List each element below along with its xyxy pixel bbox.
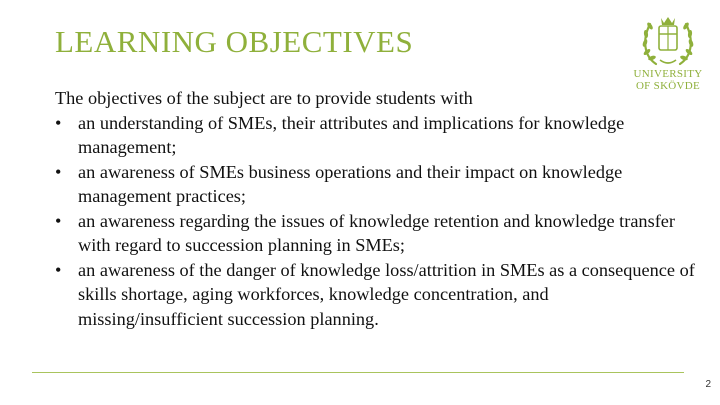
objective-text: an awareness regarding the issues of knowledge retention and knowledge transfer with regard to succession planning in SMEs; [78,210,675,255]
bullet-icon: • [55,210,62,231]
bullet-icon: • [55,112,62,133]
logo-text-line2: OF SKÖVDE [635,80,701,92]
bullet-icon: • [55,259,62,280]
university-logo [624,12,712,96]
objective-item [55,160,695,209]
objective-item [55,258,695,332]
laurel-crest-icon [638,12,698,70]
slide-title: LEARNING OBJECTIVES [55,24,414,59]
objective-text: an understanding of SMEs, their attributes and implications for knowledge management; [78,112,625,157]
slide-body [55,86,695,331]
intro-text: The objectives of the subject are to provide students with [55,88,473,108]
objectives-list [55,111,695,332]
page-number: 2 [705,379,711,390]
objective-text: an awareness of the danger of knowledge loss/attrition in SMEs as a consequence of skills shortage, aging workforces, knowledge concentration, and missing/insufficient succession planning. [78,259,695,329]
objective-item [55,111,695,160]
bullet-icon: • [55,161,62,182]
footer-divider [32,372,684,373]
logo-text-line1: UNIVERSITY [633,68,703,80]
objective-item [55,209,695,258]
objective-text: an awareness of SMEs business operations and their impact on knowledge management practices; [78,161,623,206]
